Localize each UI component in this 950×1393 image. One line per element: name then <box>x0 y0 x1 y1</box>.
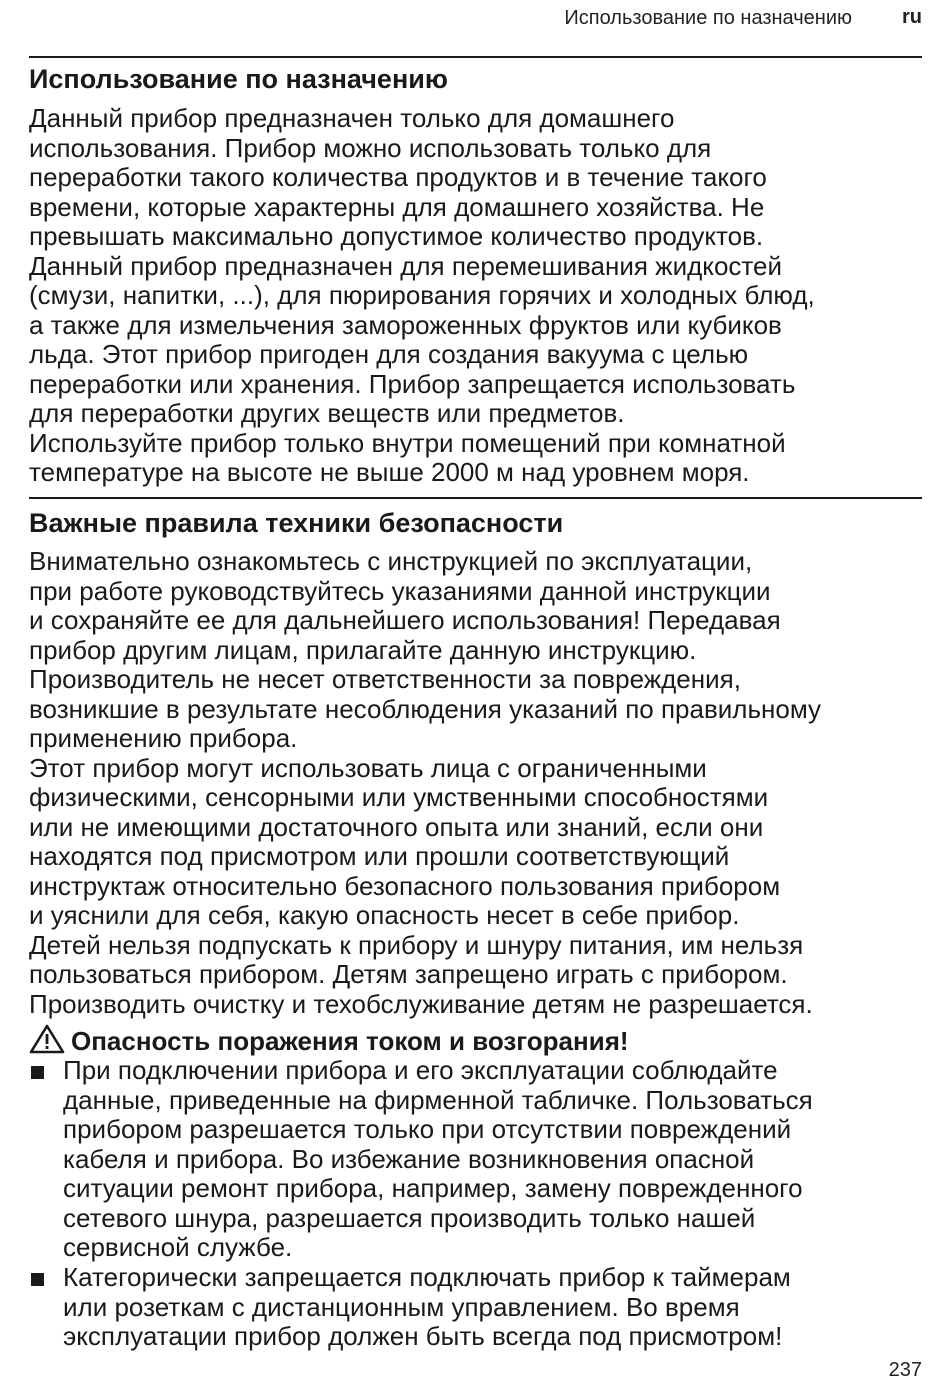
running-header-section: Использование по назначению <box>564 7 852 29</box>
text-line: Этот прибор могут использовать лица с ограниченными <box>29 752 707 783</box>
list-item <box>29 1056 929 1263</box>
text-line: сетевого шнура, разрешается производить только нашей <box>63 1202 756 1233</box>
safety-paragraph <box>29 547 929 1019</box>
section-divider <box>29 497 922 499</box>
text-line: и сохраняйте ее для дальнейшего использования! Передавая <box>29 605 781 635</box>
text-line: Категорически запрещается подключать прибор к таймерам <box>63 1262 791 1292</box>
warning-heading <box>29 1024 629 1057</box>
text-line: льда. Этот прибор пригоден для создания вакуума с целью <box>29 339 749 369</box>
text-line: эксплуатации прибор должен быть всегда под присмотром! <box>63 1321 783 1351</box>
text-line: применению прибора. <box>29 723 298 753</box>
bullet-square-icon <box>31 1066 44 1079</box>
text-line: возникшие в результате несоблюдения указаний по правильному <box>29 693 821 724</box>
text-line: или не имеющими достаточного опыта или знаний, если они <box>29 811 764 842</box>
text-line: или розеткам с дистанционным управлением. Во время <box>63 1291 740 1322</box>
text-line: кабеля и прибора. Во избежание возникновения опасной <box>63 1143 755 1174</box>
top-divider <box>29 56 922 58</box>
page-header <box>0 0 950 40</box>
text-line: переработки такого количества продуктов и в течение такого <box>29 162 767 192</box>
text-line: пользоваться прибором. Детям запрещено играть с прибором. <box>29 959 788 989</box>
text-line: данные, приведенные на фирменной табличке. Пользоваться <box>63 1084 813 1115</box>
text-line: Производить очистку и техобслуживание детям не разрешается. <box>29 988 813 1019</box>
text-line: для переработки других веществ или предметов. <box>29 398 625 428</box>
page-number: 237 <box>888 1359 922 1381</box>
text-line: и уяснили для себя, какую опасность несет в себе прибор. <box>29 900 740 930</box>
text-line: ситуации ремонт прибора, например, замену поврежденного <box>63 1173 803 1203</box>
bullet-square-icon <box>31 1273 44 1286</box>
text-line: Данный прибор предназначен только для домашнего <box>29 103 675 133</box>
intended-use-paragraph <box>29 104 929 488</box>
text-line: физическими, сенсорными или умственными способностями <box>29 782 769 812</box>
text-line: находятся под присмотром или прошли соответствующий <box>29 841 730 871</box>
text-line: при работе руководствуйтесь указаниями данной инструкции <box>29 575 771 606</box>
text-line: Детей нельзя подпускать к прибору и шнуру питания, им нельзя <box>29 929 804 960</box>
text-line: (смузи, напитки, ...), для пюрирования горячих и холодных блюд, <box>29 280 815 310</box>
text-line: Используйте прибор только внутри помещений при комнатной <box>29 427 786 458</box>
text-line: переработки или хранения. Прибор запрещается использовать <box>29 368 796 399</box>
text-line: а также для измельчения замороженных фруктов или кубиков <box>29 309 782 340</box>
text-line: сервисной службе. <box>63 1232 293 1262</box>
text-line: использования. Прибор можно использовать только для <box>29 132 712 163</box>
text-line: Внимательно ознакомьтесь с инструкцией по эксплуатации, <box>29 546 753 576</box>
warning-title: Опасность поражения током и возгорания! <box>71 1026 629 1056</box>
warning-triangle-icon <box>29 1024 65 1054</box>
text-line: прибор другим лицам, прилагайте данную инструкцию. <box>29 634 697 665</box>
text-line: температуре на высоте не выше 2000 м над уровнем моря. <box>29 457 750 487</box>
text-line: Данный прибор предназначен для перемешивания жидкостей <box>29 250 782 281</box>
language-code: ru <box>902 6 922 28</box>
section-title-safety: Важные правила техники безопасности <box>29 508 564 538</box>
text-line: При подключении прибора и его эксплуатации соблюдайте <box>63 1055 778 1085</box>
list-item <box>29 1263 929 1352</box>
section-title-intended-use: Использование по назначению <box>29 64 448 94</box>
text-line: инструктаж относительно безопасного пользования прибором <box>29 870 781 901</box>
text-line: прибором разрешается только при отсутствии повреждений <box>63 1114 792 1144</box>
text-line: времени, которые характерны для домашнего хозяйства. Не <box>29 191 765 222</box>
text-line: Производитель не несет ответственности за повреждения, <box>29 664 741 694</box>
text-line: превышать максимально допустимое количество продуктов. <box>29 221 764 251</box>
